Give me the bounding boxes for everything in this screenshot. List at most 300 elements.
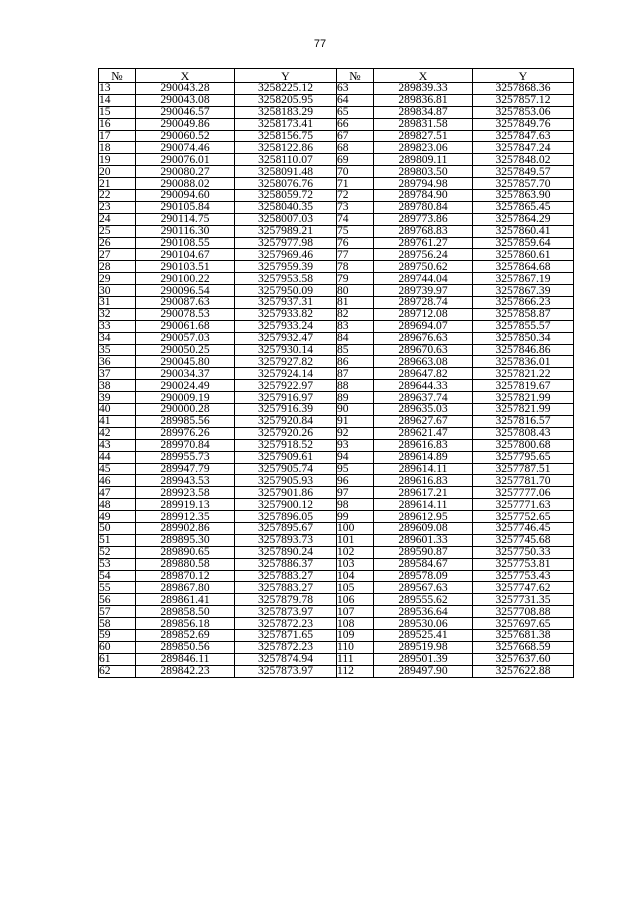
table-row bbox=[99, 190, 574, 202]
y-coordinate: 3257846.86 bbox=[473, 344, 574, 356]
y-coordinate: 3257932.47 bbox=[235, 332, 337, 344]
x-coordinate: 290104.67 bbox=[136, 249, 235, 261]
x-coordinate: 290043.08 bbox=[136, 94, 235, 106]
point-number: 67 bbox=[337, 130, 374, 142]
x-coordinate: 289525.41 bbox=[374, 629, 473, 641]
y-coordinate: 3257900.12 bbox=[235, 499, 337, 511]
x-coordinate: 290074.46 bbox=[136, 142, 235, 154]
x-coordinate: 289784.90 bbox=[374, 190, 473, 202]
x-coordinate: 290116.30 bbox=[136, 225, 235, 237]
x-coordinate: 289923.58 bbox=[136, 487, 235, 499]
table-row bbox=[99, 606, 574, 618]
y-coordinate: 3257750.33 bbox=[473, 546, 574, 558]
point-number: 72 bbox=[337, 190, 374, 202]
y-coordinate: 3258007.03 bbox=[235, 213, 337, 225]
x-coordinate: 289616.83 bbox=[374, 439, 473, 451]
point-number: 69 bbox=[337, 154, 374, 166]
x-coordinate: 290045.80 bbox=[136, 356, 235, 368]
table-row bbox=[99, 154, 574, 166]
point-number: 62 bbox=[99, 665, 136, 677]
point-number: 22 bbox=[99, 190, 136, 202]
x-coordinate: 289852.69 bbox=[136, 629, 235, 641]
x-coordinate: 290076.01 bbox=[136, 154, 235, 166]
y-coordinate: 3258225.12 bbox=[235, 83, 337, 95]
y-coordinate: 3257873.97 bbox=[235, 606, 337, 618]
y-coordinate: 3257777.06 bbox=[473, 487, 574, 499]
table-row bbox=[99, 201, 574, 213]
x-coordinate: 289555.62 bbox=[374, 594, 473, 606]
table-row bbox=[99, 487, 574, 499]
x-coordinate: 289943.53 bbox=[136, 475, 235, 487]
point-number: 42 bbox=[99, 427, 136, 439]
x-coordinate: 290096.54 bbox=[136, 285, 235, 297]
point-number: 48 bbox=[99, 499, 136, 511]
x-coordinate: 289970.84 bbox=[136, 439, 235, 451]
y-coordinate: 3257795.65 bbox=[473, 451, 574, 463]
x-coordinate: 289858.50 bbox=[136, 606, 235, 618]
point-number: 86 bbox=[337, 356, 374, 368]
x-coordinate: 289637.74 bbox=[374, 392, 473, 404]
point-number: 102 bbox=[337, 546, 374, 558]
y-coordinate: 3258040.35 bbox=[235, 201, 337, 213]
y-coordinate: 3257849.76 bbox=[473, 118, 574, 130]
y-coordinate: 3257933.24 bbox=[235, 320, 337, 332]
y-coordinate: 3257883.27 bbox=[235, 570, 337, 582]
point-number: 89 bbox=[337, 392, 374, 404]
y-coordinate: 3258183.29 bbox=[235, 106, 337, 118]
x-coordinate: 289584.67 bbox=[374, 558, 473, 570]
x-coordinate: 289955.73 bbox=[136, 451, 235, 463]
point-number: 30 bbox=[99, 285, 136, 297]
table-row bbox=[99, 332, 574, 344]
x-coordinate: 290100.22 bbox=[136, 273, 235, 285]
point-number: 54 bbox=[99, 570, 136, 582]
point-number: 51 bbox=[99, 534, 136, 546]
y-coordinate: 3257864.29 bbox=[473, 213, 574, 225]
table-row bbox=[99, 368, 574, 380]
y-coordinate: 3257821.99 bbox=[473, 404, 574, 416]
y-coordinate: 3257681.38 bbox=[473, 629, 574, 641]
header-number: № bbox=[99, 69, 136, 83]
point-number: 80 bbox=[337, 285, 374, 297]
table-row bbox=[99, 522, 574, 534]
y-coordinate: 3257753.81 bbox=[473, 558, 574, 570]
table-row bbox=[99, 106, 574, 118]
x-coordinate: 289890.65 bbox=[136, 546, 235, 558]
table-row bbox=[99, 225, 574, 237]
table-row bbox=[99, 273, 574, 285]
header-y: Y bbox=[235, 69, 337, 83]
x-coordinate: 289601.33 bbox=[374, 534, 473, 546]
y-coordinate: 3257874.94 bbox=[235, 653, 337, 665]
x-coordinate: 289803.50 bbox=[374, 166, 473, 178]
header-number: № bbox=[337, 69, 374, 83]
point-number: 37 bbox=[99, 368, 136, 380]
point-number: 104 bbox=[337, 570, 374, 582]
x-coordinate: 289609.08 bbox=[374, 522, 473, 534]
y-coordinate: 3257821.22 bbox=[473, 368, 574, 380]
y-coordinate: 3257901.86 bbox=[235, 487, 337, 499]
point-number: 31 bbox=[99, 297, 136, 309]
table-row bbox=[99, 499, 574, 511]
y-coordinate: 3257969.46 bbox=[235, 249, 337, 261]
point-number: 99 bbox=[337, 511, 374, 523]
table-row bbox=[99, 356, 574, 368]
x-coordinate: 289867.80 bbox=[136, 582, 235, 594]
point-number: 38 bbox=[99, 380, 136, 392]
y-coordinate: 3257622.88 bbox=[473, 665, 574, 677]
page-number: 77 bbox=[313, 38, 327, 50]
point-number: 96 bbox=[337, 475, 374, 487]
y-coordinate: 3258091.48 bbox=[235, 166, 337, 178]
x-coordinate: 289902.86 bbox=[136, 522, 235, 534]
x-coordinate: 290108.55 bbox=[136, 237, 235, 249]
point-number: 66 bbox=[337, 118, 374, 130]
header-x: X bbox=[136, 69, 235, 83]
point-number: 71 bbox=[337, 178, 374, 190]
table-row bbox=[99, 142, 574, 154]
table-row bbox=[99, 641, 574, 653]
y-coordinate: 3257859.64 bbox=[473, 237, 574, 249]
point-number: 70 bbox=[337, 166, 374, 178]
y-coordinate: 3257895.67 bbox=[235, 522, 337, 534]
point-number: 43 bbox=[99, 439, 136, 451]
x-coordinate: 289614.11 bbox=[374, 463, 473, 475]
x-coordinate: 290094.60 bbox=[136, 190, 235, 202]
y-coordinate: 3257753.43 bbox=[473, 570, 574, 582]
point-number: 29 bbox=[99, 273, 136, 285]
x-coordinate: 289627.67 bbox=[374, 415, 473, 427]
y-coordinate: 3257916.39 bbox=[235, 404, 337, 416]
point-number: 108 bbox=[337, 618, 374, 630]
table-row bbox=[99, 653, 574, 665]
y-coordinate: 3257867.39 bbox=[473, 285, 574, 297]
x-coordinate: 289712.08 bbox=[374, 308, 473, 320]
table-row bbox=[99, 320, 574, 332]
coordinates-table bbox=[98, 68, 574, 678]
y-coordinate: 3257821.99 bbox=[473, 392, 574, 404]
x-coordinate: 289750.62 bbox=[374, 261, 473, 273]
point-number: 34 bbox=[99, 332, 136, 344]
x-coordinate: 289744.04 bbox=[374, 273, 473, 285]
point-number: 78 bbox=[337, 261, 374, 273]
point-number: 39 bbox=[99, 392, 136, 404]
table-row bbox=[99, 166, 574, 178]
header-y: Y bbox=[473, 69, 574, 83]
x-coordinate: 289870.12 bbox=[136, 570, 235, 582]
y-coordinate: 3257864.68 bbox=[473, 261, 574, 273]
point-number: 107 bbox=[337, 606, 374, 618]
point-number: 105 bbox=[337, 582, 374, 594]
x-coordinate: 289536.64 bbox=[374, 606, 473, 618]
x-coordinate: 289850.56 bbox=[136, 641, 235, 653]
x-coordinate: 289780.84 bbox=[374, 201, 473, 213]
point-number: 25 bbox=[99, 225, 136, 237]
point-number: 32 bbox=[99, 308, 136, 320]
y-coordinate: 3257867.19 bbox=[473, 273, 574, 285]
y-coordinate: 3257847.24 bbox=[473, 142, 574, 154]
y-coordinate: 3258122.86 bbox=[235, 142, 337, 154]
y-coordinate: 3257953.58 bbox=[235, 273, 337, 285]
table-row bbox=[99, 546, 574, 558]
y-coordinate: 3257808.43 bbox=[473, 427, 574, 439]
y-coordinate: 3257933.82 bbox=[235, 308, 337, 320]
point-number: 65 bbox=[337, 106, 374, 118]
point-number: 95 bbox=[337, 463, 374, 475]
y-coordinate: 3257873.97 bbox=[235, 665, 337, 677]
x-coordinate: 290046.57 bbox=[136, 106, 235, 118]
x-coordinate: 290080.27 bbox=[136, 166, 235, 178]
y-coordinate: 3257781.70 bbox=[473, 475, 574, 487]
table-row bbox=[99, 594, 574, 606]
x-coordinate: 289616.83 bbox=[374, 475, 473, 487]
x-coordinate: 289670.63 bbox=[374, 344, 473, 356]
x-coordinate: 289694.07 bbox=[374, 320, 473, 332]
x-coordinate: 289621.47 bbox=[374, 427, 473, 439]
y-coordinate: 3258156.75 bbox=[235, 130, 337, 142]
point-number: 27 bbox=[99, 249, 136, 261]
x-coordinate: 289590.87 bbox=[374, 546, 473, 558]
table-row bbox=[99, 130, 574, 142]
x-coordinate: 289567.63 bbox=[374, 582, 473, 594]
x-coordinate: 289823.06 bbox=[374, 142, 473, 154]
y-coordinate: 3257920.26 bbox=[235, 427, 337, 439]
x-coordinate: 289827.51 bbox=[374, 130, 473, 142]
point-number: 21 bbox=[99, 178, 136, 190]
y-coordinate: 3257708.88 bbox=[473, 606, 574, 618]
x-coordinate: 290050.25 bbox=[136, 344, 235, 356]
x-coordinate: 290049.86 bbox=[136, 118, 235, 130]
y-coordinate: 3257731.35 bbox=[473, 594, 574, 606]
table-row bbox=[99, 118, 574, 130]
y-coordinate: 3257857.12 bbox=[473, 94, 574, 106]
y-coordinate: 3257918.52 bbox=[235, 439, 337, 451]
point-number: 82 bbox=[337, 308, 374, 320]
y-coordinate: 3257989.21 bbox=[235, 225, 337, 237]
y-coordinate: 3257937.31 bbox=[235, 297, 337, 309]
x-coordinate: 289836.81 bbox=[374, 94, 473, 106]
table-row bbox=[99, 439, 574, 451]
x-coordinate: 289644.33 bbox=[374, 380, 473, 392]
point-number: 106 bbox=[337, 594, 374, 606]
point-number: 101 bbox=[337, 534, 374, 546]
table-row bbox=[99, 308, 574, 320]
table-row bbox=[99, 570, 574, 582]
x-coordinate: 289976.26 bbox=[136, 427, 235, 439]
x-coordinate: 290057.03 bbox=[136, 332, 235, 344]
point-number: 14 bbox=[99, 94, 136, 106]
x-coordinate: 289831.58 bbox=[374, 118, 473, 130]
x-coordinate: 289519.98 bbox=[374, 641, 473, 653]
point-number: 53 bbox=[99, 558, 136, 570]
point-number: 111 bbox=[337, 653, 374, 665]
x-coordinate: 290009.19 bbox=[136, 392, 235, 404]
y-coordinate: 3257771.63 bbox=[473, 499, 574, 511]
x-coordinate: 290034.37 bbox=[136, 368, 235, 380]
point-number: 73 bbox=[337, 201, 374, 213]
point-number: 110 bbox=[337, 641, 374, 653]
y-coordinate: 3257872.23 bbox=[235, 618, 337, 630]
x-coordinate: 289861.41 bbox=[136, 594, 235, 606]
y-coordinate: 3257637.60 bbox=[473, 653, 574, 665]
y-coordinate: 3257847.63 bbox=[473, 130, 574, 142]
point-number: 79 bbox=[337, 273, 374, 285]
y-coordinate: 3257930.14 bbox=[235, 344, 337, 356]
x-coordinate: 290078.53 bbox=[136, 308, 235, 320]
point-number: 46 bbox=[99, 475, 136, 487]
point-number: 61 bbox=[99, 653, 136, 665]
y-coordinate: 3257916.97 bbox=[235, 392, 337, 404]
y-coordinate: 3257857.70 bbox=[473, 178, 574, 190]
y-coordinate: 3257787.51 bbox=[473, 463, 574, 475]
y-coordinate: 3257868.36 bbox=[473, 83, 574, 95]
x-coordinate: 289773.86 bbox=[374, 213, 473, 225]
point-number: 18 bbox=[99, 142, 136, 154]
point-number: 109 bbox=[337, 629, 374, 641]
x-coordinate: 289530.06 bbox=[374, 618, 473, 630]
y-coordinate: 3257883.27 bbox=[235, 582, 337, 594]
y-coordinate: 3257855.57 bbox=[473, 320, 574, 332]
point-number: 90 bbox=[337, 404, 374, 416]
table-body bbox=[99, 83, 574, 678]
point-number: 44 bbox=[99, 451, 136, 463]
y-coordinate: 3257896.05 bbox=[235, 511, 337, 523]
x-coordinate: 289834.87 bbox=[374, 106, 473, 118]
x-coordinate: 289739.97 bbox=[374, 285, 473, 297]
point-number: 23 bbox=[99, 201, 136, 213]
point-number: 59 bbox=[99, 629, 136, 641]
point-number: 50 bbox=[99, 522, 136, 534]
y-coordinate: 3257865.45 bbox=[473, 201, 574, 213]
x-coordinate: 290088.02 bbox=[136, 178, 235, 190]
x-coordinate: 290114.75 bbox=[136, 213, 235, 225]
x-coordinate: 289856.18 bbox=[136, 618, 235, 630]
y-coordinate: 3257853.06 bbox=[473, 106, 574, 118]
y-coordinate: 3257950.09 bbox=[235, 285, 337, 297]
x-coordinate: 289617.21 bbox=[374, 487, 473, 499]
x-coordinate: 289501.39 bbox=[374, 653, 473, 665]
y-coordinate: 3257860.61 bbox=[473, 249, 574, 261]
x-coordinate: 289895.30 bbox=[136, 534, 235, 546]
table-row bbox=[99, 249, 574, 261]
y-coordinate: 3257886.37 bbox=[235, 558, 337, 570]
y-coordinate: 3257800.68 bbox=[473, 439, 574, 451]
x-coordinate: 289839.33 bbox=[374, 83, 473, 95]
y-coordinate: 3257959.39 bbox=[235, 261, 337, 273]
y-coordinate: 3257872.23 bbox=[235, 641, 337, 653]
table-row bbox=[99, 261, 574, 273]
point-number: 40 bbox=[99, 404, 136, 416]
y-coordinate: 3258076.76 bbox=[235, 178, 337, 190]
y-coordinate: 3257836.01 bbox=[473, 356, 574, 368]
point-number: 64 bbox=[337, 94, 374, 106]
y-coordinate: 3257745.68 bbox=[473, 534, 574, 546]
y-coordinate: 3257860.41 bbox=[473, 225, 574, 237]
x-coordinate: 289761.27 bbox=[374, 237, 473, 249]
point-number: 45 bbox=[99, 463, 136, 475]
x-coordinate: 290043.28 bbox=[136, 83, 235, 95]
y-coordinate: 3257668.59 bbox=[473, 641, 574, 653]
y-coordinate: 3257746.45 bbox=[473, 522, 574, 534]
point-number: 97 bbox=[337, 487, 374, 499]
point-number: 58 bbox=[99, 618, 136, 630]
table-row bbox=[99, 511, 574, 523]
point-number: 13 bbox=[99, 83, 136, 95]
y-coordinate: 3257752.65 bbox=[473, 511, 574, 523]
x-coordinate: 290000.28 bbox=[136, 404, 235, 416]
x-coordinate: 289635.03 bbox=[374, 404, 473, 416]
table-row bbox=[99, 629, 574, 641]
table-row bbox=[99, 285, 574, 297]
point-number: 28 bbox=[99, 261, 136, 273]
point-number: 93 bbox=[337, 439, 374, 451]
y-coordinate: 3257909.61 bbox=[235, 451, 337, 463]
table-row bbox=[99, 344, 574, 356]
table-header-row bbox=[99, 69, 574, 83]
table-row bbox=[99, 475, 574, 487]
y-coordinate: 3258173.41 bbox=[235, 118, 337, 130]
x-coordinate: 289497.90 bbox=[374, 665, 473, 677]
x-coordinate: 289612.95 bbox=[374, 511, 473, 523]
point-number: 20 bbox=[99, 166, 136, 178]
point-number: 33 bbox=[99, 320, 136, 332]
table-row bbox=[99, 83, 574, 95]
y-coordinate: 3257849.57 bbox=[473, 166, 574, 178]
point-number: 81 bbox=[337, 297, 374, 309]
y-coordinate: 3257977.98 bbox=[235, 237, 337, 249]
x-coordinate: 289947.79 bbox=[136, 463, 235, 475]
point-number: 63 bbox=[337, 83, 374, 95]
x-coordinate: 290060.52 bbox=[136, 130, 235, 142]
point-number: 19 bbox=[99, 154, 136, 166]
y-coordinate: 3257879.78 bbox=[235, 594, 337, 606]
point-number: 76 bbox=[337, 237, 374, 249]
y-coordinate: 3257905.93 bbox=[235, 475, 337, 487]
y-coordinate: 3258205.95 bbox=[235, 94, 337, 106]
point-number: 41 bbox=[99, 415, 136, 427]
table-row bbox=[99, 297, 574, 309]
table-row bbox=[99, 392, 574, 404]
x-coordinate: 289880.58 bbox=[136, 558, 235, 570]
x-coordinate: 289846.11 bbox=[136, 653, 235, 665]
x-coordinate: 289919.13 bbox=[136, 499, 235, 511]
point-number: 75 bbox=[337, 225, 374, 237]
table-row bbox=[99, 380, 574, 392]
table-row bbox=[99, 665, 574, 677]
x-coordinate: 289728.74 bbox=[374, 297, 473, 309]
point-number: 15 bbox=[99, 106, 136, 118]
y-coordinate: 3257850.34 bbox=[473, 332, 574, 344]
x-coordinate: 289794.98 bbox=[374, 178, 473, 190]
table-row bbox=[99, 463, 574, 475]
y-coordinate: 3257927.82 bbox=[235, 356, 337, 368]
point-number: 16 bbox=[99, 118, 136, 130]
x-coordinate: 289756.24 bbox=[374, 249, 473, 261]
y-coordinate: 3257819.67 bbox=[473, 380, 574, 392]
point-number: 91 bbox=[337, 415, 374, 427]
x-coordinate: 289663.08 bbox=[374, 356, 473, 368]
y-coordinate: 3258059.72 bbox=[235, 190, 337, 202]
point-number: 26 bbox=[99, 237, 136, 249]
table-row bbox=[99, 558, 574, 570]
table-row bbox=[99, 213, 574, 225]
point-number: 49 bbox=[99, 511, 136, 523]
y-coordinate: 3257890.24 bbox=[235, 546, 337, 558]
table-row bbox=[99, 178, 574, 190]
x-coordinate: 289647.82 bbox=[374, 368, 473, 380]
point-number: 112 bbox=[337, 665, 374, 677]
table-row bbox=[99, 534, 574, 546]
